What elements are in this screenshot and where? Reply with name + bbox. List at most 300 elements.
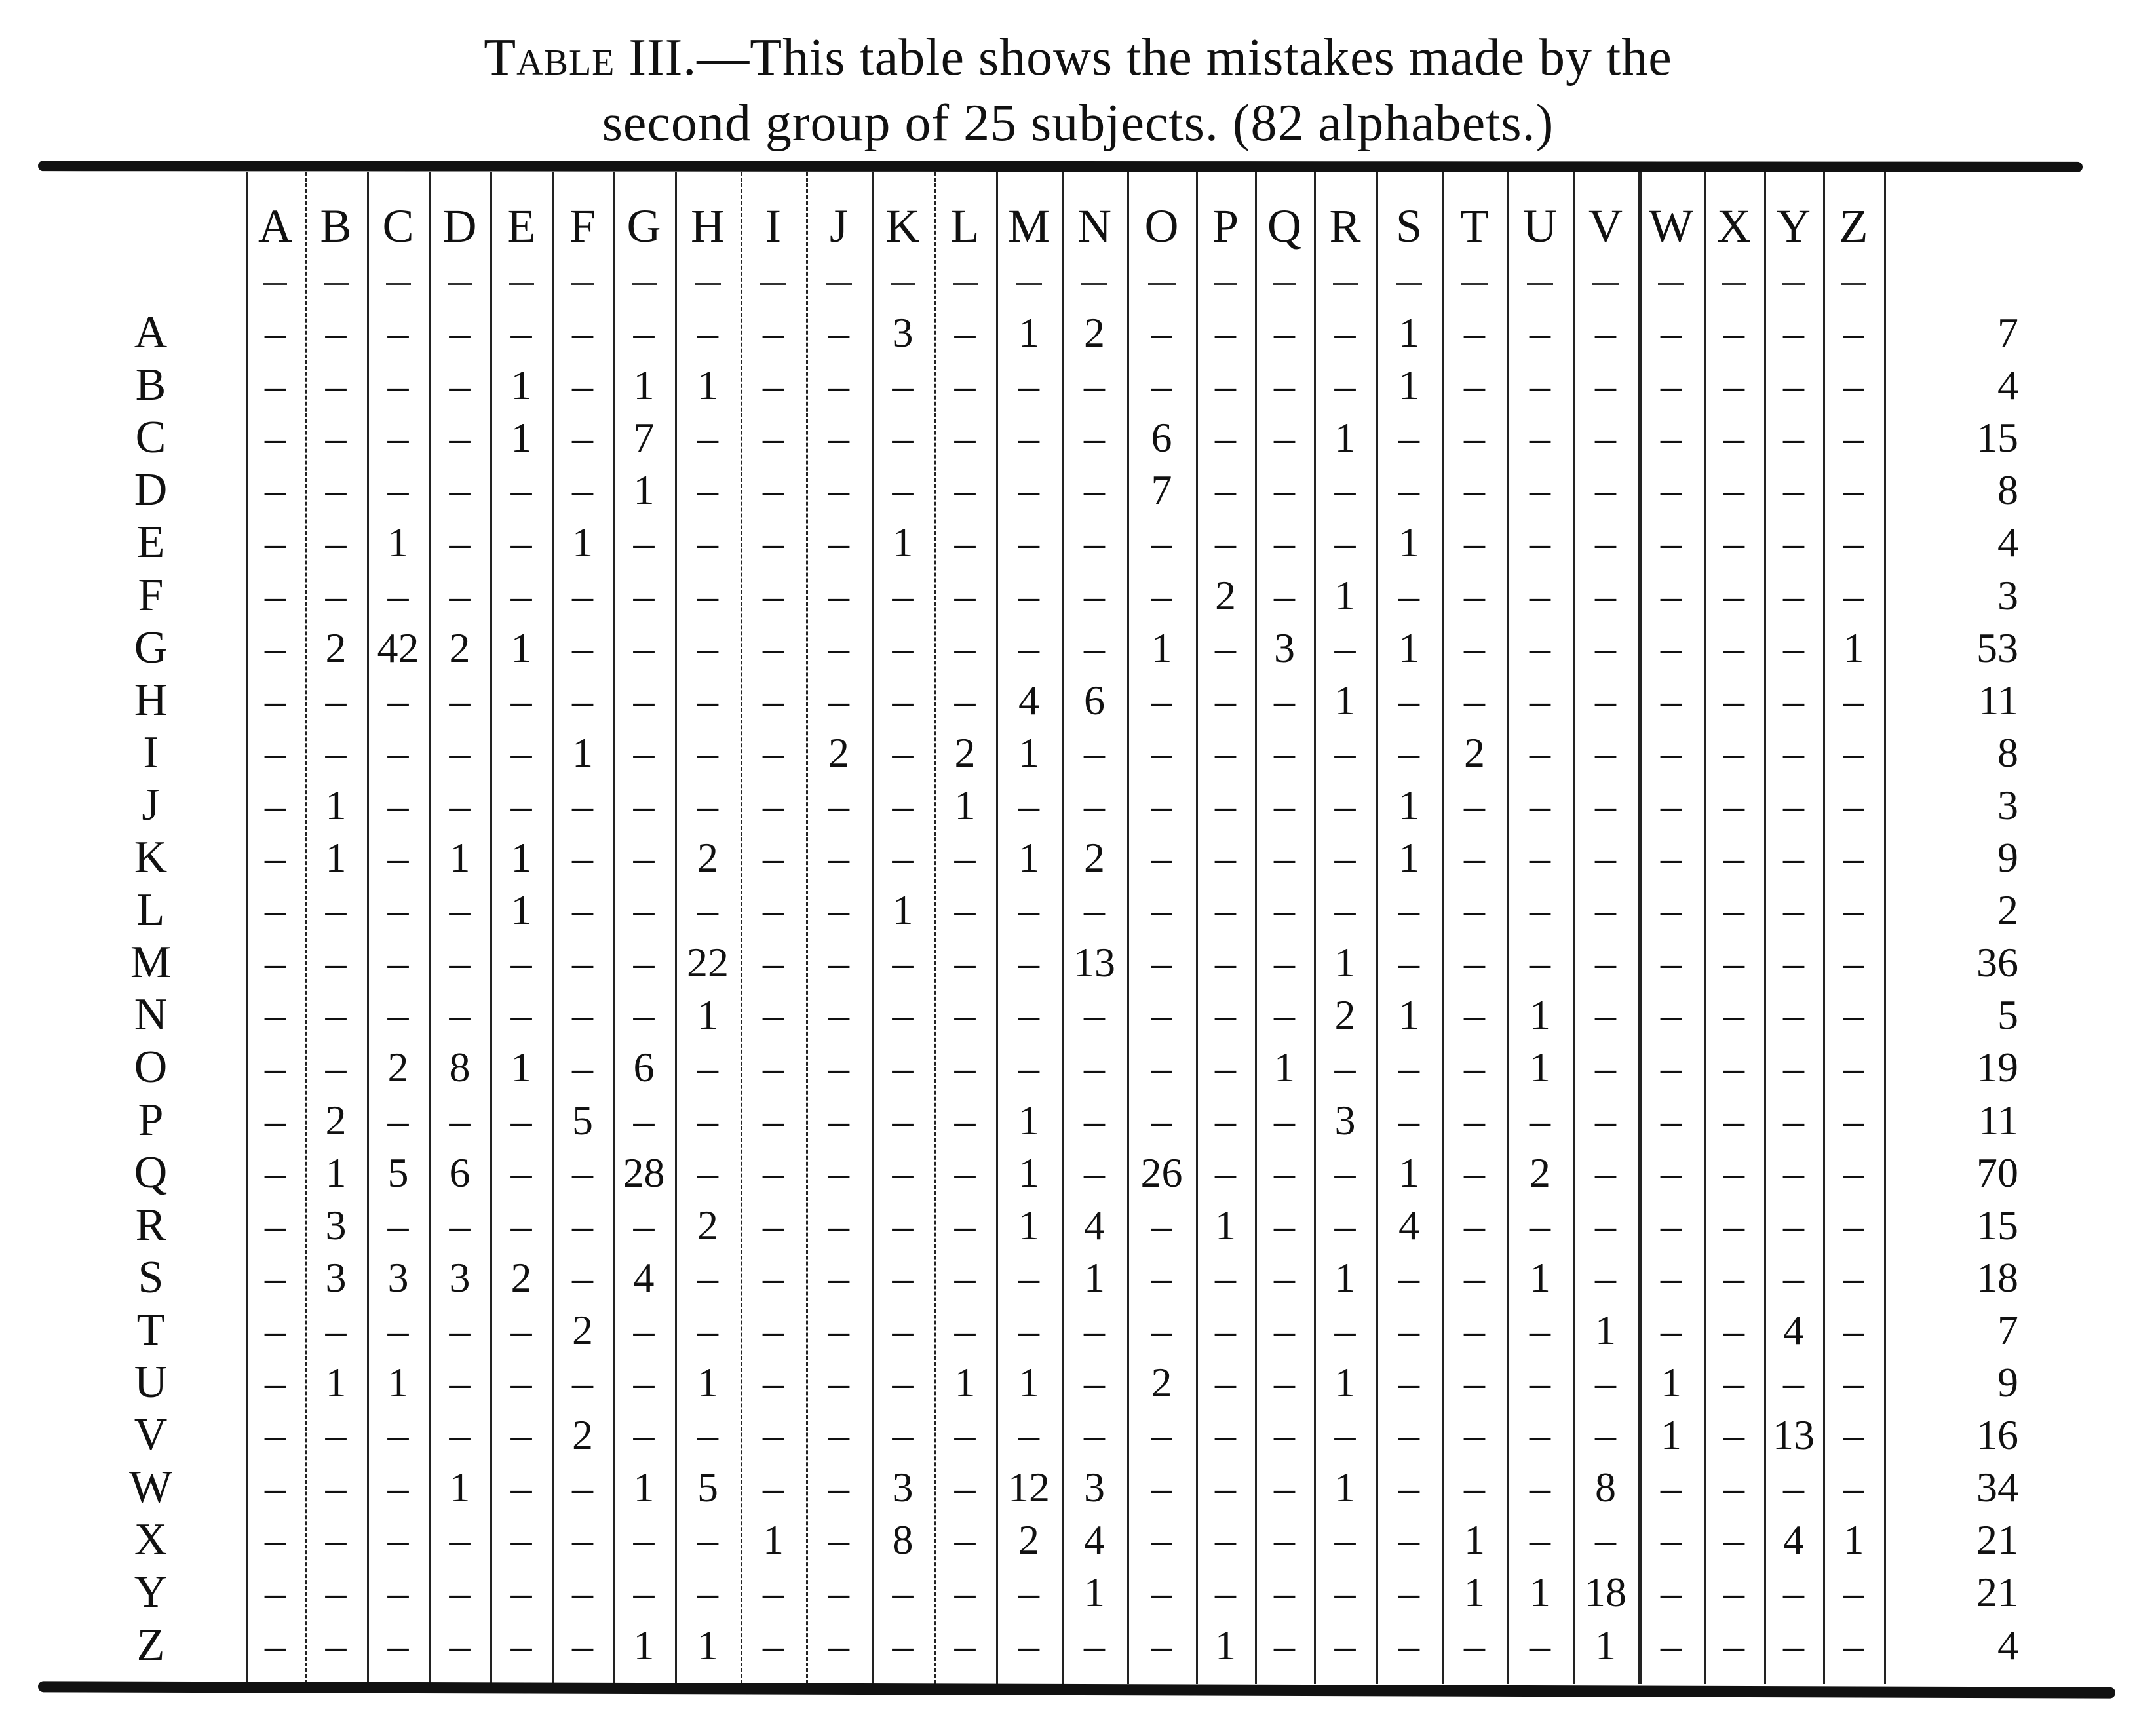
table-cell: 2 — [828, 729, 849, 776]
table-cell: – — [1398, 887, 1419, 934]
table-cell: – — [1783, 1254, 1804, 1301]
column-header-s: S — [1395, 200, 1423, 252]
table-cell: – — [954, 624, 976, 671]
table-cell: – — [1783, 1044, 1804, 1091]
table-cell: – — [763, 362, 784, 409]
table-cell: – — [1843, 1569, 1864, 1616]
table-cell: – — [892, 571, 914, 619]
table-cell: – — [1151, 991, 1172, 1039]
table-cell: – — [1595, 939, 1616, 986]
table-cell: 1 — [892, 519, 914, 566]
header-dash — [1396, 283, 1422, 285]
column-header-j: J — [829, 200, 849, 252]
table-cell: – — [265, 467, 286, 514]
table-cell: – — [1215, 939, 1236, 986]
table-cell: 2 — [697, 834, 718, 881]
table-cell: – — [449, 1359, 471, 1406]
table-cell: 4 — [1084, 1201, 1105, 1248]
table-cell: – — [1723, 624, 1744, 671]
table-cell: – — [763, 414, 784, 461]
table-cell: – — [954, 1044, 976, 1091]
table-cell: – — [1274, 1359, 1295, 1406]
table-cell: – — [1274, 1306, 1295, 1353]
table-cell: – — [763, 781, 784, 828]
table-cell: – — [1843, 1621, 1864, 1668]
table-cell: – — [633, 676, 655, 723]
table-cell: – — [1530, 467, 1550, 514]
table-cell: – — [510, 1096, 532, 1144]
table-cell: – — [954, 519, 976, 566]
row-total: 4 — [1997, 1621, 2018, 1668]
table-cell: – — [1723, 781, 1744, 828]
table-cell: – — [1398, 571, 1419, 619]
table-cell: – — [387, 571, 409, 619]
table-cell: – — [1215, 519, 1236, 566]
table-cell: – — [1843, 1044, 1864, 1091]
column-header-y: Y — [1777, 200, 1811, 252]
row-label-q: Q — [134, 1147, 168, 1198]
table-cell: – — [828, 1201, 849, 1248]
table-cell: 1 — [510, 1044, 532, 1091]
row-label-i: I — [143, 727, 159, 778]
column-header-i: I — [765, 200, 781, 252]
table-cell: – — [1595, 1516, 1616, 1564]
table-cell: 1 — [1215, 1201, 1236, 1248]
header-dash — [1333, 283, 1358, 285]
table-cell: – — [1723, 1044, 1744, 1091]
table-cell: – — [265, 1412, 286, 1459]
table-cell: – — [265, 676, 286, 723]
table-cell: 1 — [510, 834, 532, 881]
table-cell: – — [1274, 467, 1295, 514]
table-cell: – — [572, 1516, 593, 1564]
table-cell: – — [387, 729, 409, 776]
table-cell: – — [1084, 1306, 1105, 1353]
table-cell: – — [510, 1569, 532, 1616]
table-caption — [0, 25, 2156, 156]
header-dash — [1722, 283, 1746, 285]
table-cell: – — [265, 1306, 286, 1353]
table-cell: – — [1398, 1254, 1419, 1301]
table-cell: 5 — [387, 1149, 409, 1196]
table-cell: – — [510, 519, 532, 566]
table-cell: – — [1723, 1569, 1744, 1616]
header-dash — [324, 283, 349, 285]
header-dash — [1658, 283, 1684, 285]
table-cell: – — [697, 1306, 718, 1353]
table-cell: – — [265, 1201, 286, 1248]
table-cell: – — [1151, 1464, 1172, 1511]
table-cell: 1 — [697, 991, 718, 1039]
column-header-g: G — [626, 200, 661, 252]
table-cell: – — [954, 887, 976, 934]
table-cell: – — [1843, 1201, 1864, 1248]
table-cell: – — [265, 624, 286, 671]
table-cell: – — [1274, 362, 1295, 409]
table-cell: – — [1018, 414, 1039, 461]
table-cell: – — [892, 1306, 914, 1353]
table-cell: 7 — [1151, 467, 1172, 514]
table-cell: – — [1274, 676, 1295, 723]
table-cell: – — [1783, 1096, 1804, 1144]
table-cell: – — [1274, 939, 1295, 986]
table-cell: – — [1723, 834, 1744, 881]
table-cell: 1 — [1018, 1359, 1039, 1406]
table-cell: – — [387, 1621, 409, 1668]
row-total: 15 — [1976, 414, 2018, 461]
table-cell: – — [1661, 1149, 1682, 1196]
column-divider — [741, 172, 742, 1684]
table-cell: 2 — [325, 624, 347, 671]
table-cell: – — [572, 571, 593, 619]
table-cell: – — [1464, 1149, 1485, 1196]
table-cell: 6 — [449, 1149, 471, 1196]
column-divider — [1376, 172, 1378, 1684]
table-cell: – — [1783, 939, 1804, 986]
table-cell: – — [1783, 414, 1804, 461]
column-header-a: A — [258, 200, 292, 252]
table-cell: – — [1464, 676, 1485, 723]
table-cell: – — [633, 309, 655, 356]
table-cell: – — [1334, 834, 1356, 881]
table-cell: – — [1151, 781, 1172, 828]
table-cell: – — [1151, 362, 1172, 409]
header-dash — [571, 283, 595, 285]
table-cell: – — [1783, 624, 1804, 671]
table-cell: – — [1151, 1254, 1172, 1301]
table-cell: – — [1464, 1254, 1485, 1301]
table-cell: – — [325, 309, 347, 356]
row-total: 3 — [1997, 571, 2018, 619]
table-cell: – — [1843, 1254, 1864, 1301]
table-cell: 1 — [1398, 1149, 1419, 1196]
table-cell: – — [449, 1516, 471, 1564]
table-cell: – — [828, 1149, 849, 1196]
table-cell: – — [1084, 991, 1105, 1039]
header-dash — [695, 283, 721, 285]
table-cell: – — [1464, 991, 1485, 1039]
table-cell: – — [1723, 414, 1744, 461]
table-cell: 1 — [1334, 414, 1356, 461]
table-cell: – — [325, 887, 347, 934]
header-dash — [1081, 283, 1107, 285]
table-cell: – — [1274, 781, 1295, 828]
table-cell: – — [1723, 676, 1744, 723]
table-cell: – — [325, 467, 347, 514]
table-cell: – — [892, 624, 914, 671]
table-cell: – — [633, 781, 655, 828]
table-cell: – — [828, 1096, 849, 1144]
row-total: 7 — [1997, 309, 2018, 356]
table-cell: – — [1661, 729, 1682, 776]
table-cell: – — [1661, 571, 1682, 619]
table-cell: 1 — [325, 781, 347, 828]
table-cell: – — [633, 834, 655, 881]
table-cell: – — [387, 676, 409, 723]
table-cell: – — [1661, 624, 1682, 671]
table-cell: – — [449, 1201, 471, 1248]
table-cell: – — [572, 1201, 593, 1248]
table-cell: – — [892, 939, 914, 986]
table-cell: – — [697, 1149, 718, 1196]
table-cell: – — [1274, 309, 1295, 356]
table-cell: – — [1595, 1412, 1616, 1459]
table-cell: 2 — [510, 1254, 532, 1301]
table-cell: – — [954, 1149, 976, 1196]
column-header-c: C — [382, 200, 414, 252]
table-cell: – — [1530, 362, 1550, 409]
table-cell: 1 — [1215, 1621, 1236, 1668]
table-cell: 3 — [1084, 1464, 1105, 1511]
table-cell: – — [828, 1306, 849, 1353]
table-cell: – — [1151, 519, 1172, 566]
table-cell: – — [1398, 1621, 1419, 1668]
table-cell: – — [1018, 1044, 1039, 1091]
table-cell: – — [1843, 519, 1864, 566]
table-cell: – — [572, 1621, 593, 1668]
table-cell: – — [954, 309, 976, 356]
table-cell: – — [1464, 1464, 1485, 1511]
table-cell: – — [763, 1464, 784, 1511]
table-cell: – — [892, 834, 914, 881]
table-cell: – — [572, 887, 593, 934]
table-cell: – — [1084, 729, 1105, 776]
table-cell: 1 — [1398, 519, 1419, 566]
row-total: 34 — [1976, 1464, 2018, 1511]
table-cell: – — [1398, 939, 1419, 986]
table-cell: – — [1783, 676, 1804, 723]
table-cell: – — [1595, 414, 1616, 461]
table-cell: – — [1398, 1359, 1419, 1406]
table-cell: – — [763, 624, 784, 671]
table-cell: – — [1723, 1621, 1744, 1668]
table-cell: – — [763, 1621, 784, 1668]
table-cell: – — [828, 887, 849, 934]
column-header-z: Z — [1839, 200, 1868, 252]
table-cell: – — [572, 1149, 593, 1196]
table-cell: 8 — [892, 1516, 914, 1564]
row-total: 70 — [1976, 1149, 2018, 1196]
row-total: 21 — [1976, 1569, 2018, 1616]
table-cell: 1 — [1334, 1254, 1356, 1301]
table-cell: – — [763, 1412, 784, 1459]
table-cell: – — [1274, 414, 1295, 461]
table-cell: – — [1530, 624, 1550, 671]
table-cell: – — [697, 624, 718, 671]
table-cell: 3 — [449, 1254, 471, 1301]
table-cell: – — [1843, 309, 1864, 356]
table-cell: 1 — [1334, 939, 1356, 986]
table-cell: – — [1723, 729, 1744, 776]
table-cell: – — [954, 1569, 976, 1616]
row-total: 36 — [1976, 939, 2018, 986]
row-label-m: M — [130, 937, 172, 988]
table-cell: – — [1018, 1569, 1039, 1616]
table-cell: – — [763, 834, 784, 881]
table-cell: – — [510, 1306, 532, 1353]
column-divider — [1507, 172, 1509, 1684]
table-cell: – — [1274, 1464, 1295, 1511]
table-cell: – — [1783, 991, 1804, 1039]
table-cell: – — [697, 414, 718, 461]
table-cell: – — [763, 939, 784, 986]
table-cell: 4 — [1084, 1516, 1105, 1564]
table-cell: – — [1595, 309, 1616, 356]
table-cell: – — [1661, 781, 1682, 828]
table-cell: – — [1334, 887, 1356, 934]
table-cell: – — [1464, 1621, 1485, 1668]
table-cell: – — [510, 1149, 532, 1196]
table-cell: – — [1530, 939, 1550, 986]
column-divider — [1573, 172, 1575, 1684]
table-cell: – — [449, 729, 471, 776]
table-cell: – — [828, 467, 849, 514]
table-cell: – — [633, 939, 655, 986]
row-label-l: L — [136, 885, 165, 936]
table-cell: – — [1084, 624, 1105, 671]
row-total: 9 — [1997, 1359, 2018, 1406]
table-cell: 1 — [954, 1359, 976, 1406]
table-cell: 1 — [697, 1621, 718, 1668]
column-header-l: L — [950, 200, 980, 252]
table-cell: – — [1398, 1096, 1419, 1144]
table-cell: – — [1018, 887, 1039, 934]
table-cell: – — [1464, 1412, 1485, 1459]
table-cell: 1 — [1398, 834, 1419, 881]
table-cell: – — [1274, 519, 1295, 566]
table-cell: – — [1723, 1359, 1744, 1406]
table-cell: 1 — [1018, 1201, 1039, 1248]
table-cell: – — [449, 1569, 471, 1616]
table-cell: – — [387, 834, 409, 881]
table-cell: – — [1843, 991, 1864, 1039]
column-header-o: O — [1144, 200, 1179, 252]
header-dash — [632, 283, 657, 285]
table-cell: – — [1334, 1569, 1356, 1616]
table-cell: – — [1398, 1412, 1419, 1459]
header-dash — [448, 283, 472, 285]
row-label-c: C — [135, 412, 166, 463]
table-cell: 3 — [892, 309, 914, 356]
table-cell: – — [1530, 887, 1550, 934]
table-cell: – — [1783, 781, 1804, 828]
row-total: 2 — [1997, 887, 2018, 934]
table-cell: – — [633, 1412, 655, 1459]
table-cell: – — [828, 362, 849, 409]
table-cell: – — [265, 309, 286, 356]
table-cell: – — [510, 1412, 532, 1459]
header-dash — [953, 283, 978, 285]
table-cell: – — [387, 467, 409, 514]
table-cell: – — [387, 781, 409, 828]
table-cell: – — [1843, 1359, 1864, 1406]
table-cell: – — [1151, 939, 1172, 986]
table-cell: – — [1151, 571, 1172, 619]
table-cell: – — [325, 1621, 347, 1668]
table-cell: – — [1215, 1569, 1236, 1616]
table-cell: – — [1018, 1254, 1039, 1301]
table-cell: – — [828, 519, 849, 566]
table-cell: – — [1530, 1096, 1550, 1144]
table-cell: – — [1464, 1044, 1485, 1091]
table-cell: 1 — [1530, 1044, 1550, 1091]
column-header-p: P — [1212, 200, 1239, 252]
table-cell: 6 — [633, 1044, 655, 1091]
table-cell: – — [1530, 309, 1550, 356]
caption-line-2: second group of 25 subjects. (82 alphabets.) — [602, 94, 1554, 152]
table-cell: 1 — [325, 834, 347, 881]
table-cell: – — [1661, 834, 1682, 881]
table-cell: 1 — [449, 1464, 471, 1511]
table-cell: – — [954, 1306, 976, 1353]
table-cell: – — [1334, 309, 1356, 356]
table-cell: – — [892, 1412, 914, 1459]
table-cell: 1 — [697, 1359, 718, 1406]
table-cell: 5 — [697, 1464, 718, 1511]
table-cell: 8 — [1595, 1464, 1616, 1511]
table-cell: – — [1723, 1516, 1744, 1564]
table-cell: – — [1595, 781, 1616, 828]
table-cell: – — [1783, 1464, 1804, 1511]
table-cell: – — [572, 362, 593, 409]
table-cell: 2 — [1018, 1516, 1039, 1564]
table-cell: – — [1151, 1096, 1172, 1144]
table-cell: – — [697, 887, 718, 934]
table-cell: – — [763, 991, 784, 1039]
table-cell: – — [1661, 939, 1682, 986]
table-cell: – — [1595, 1044, 1616, 1091]
table-cell: – — [1151, 729, 1172, 776]
table-cell: – — [1661, 887, 1682, 934]
table-cell: – — [633, 1359, 655, 1406]
table-cell: – — [1464, 1306, 1485, 1353]
table-cell: – — [572, 939, 593, 986]
table-cell: – — [1723, 1254, 1744, 1301]
table-cell: 2 — [1464, 729, 1485, 776]
row-total: 19 — [1976, 1044, 2018, 1091]
table-cell: – — [510, 991, 532, 1039]
table-cell: – — [1084, 1621, 1105, 1668]
table-cell: – — [387, 362, 409, 409]
row-label-o: O — [134, 1042, 168, 1093]
row-label-u: U — [134, 1357, 168, 1408]
table-cell: – — [1723, 467, 1744, 514]
table-cell: – — [1018, 991, 1039, 1039]
table-cell: – — [763, 1201, 784, 1248]
row-total: 21 — [1976, 1516, 2018, 1564]
table-cell: – — [633, 624, 655, 671]
table-cell: – — [1595, 519, 1616, 566]
table-cell: – — [892, 1569, 914, 1616]
table-cell: – — [1783, 887, 1804, 934]
table-cell: – — [1661, 1044, 1682, 1091]
table-cell: – — [1215, 1516, 1236, 1564]
table-cell: – — [1018, 1621, 1039, 1668]
table-cell: 1 — [1084, 1254, 1105, 1301]
table-cell: – — [510, 781, 532, 828]
table-cell: – — [763, 1149, 784, 1196]
table-cell: – — [1464, 939, 1485, 986]
table-cell: – — [697, 467, 718, 514]
top-rule — [38, 161, 2083, 172]
table-cell: – — [325, 939, 347, 986]
table-cell: – — [265, 1464, 286, 1511]
table-cell: 1 — [1530, 1569, 1550, 1616]
table-cell: 1 — [572, 519, 593, 566]
header-dash — [1841, 283, 1866, 285]
table-cell: – — [1661, 309, 1682, 356]
table-cell: – — [828, 1516, 849, 1564]
